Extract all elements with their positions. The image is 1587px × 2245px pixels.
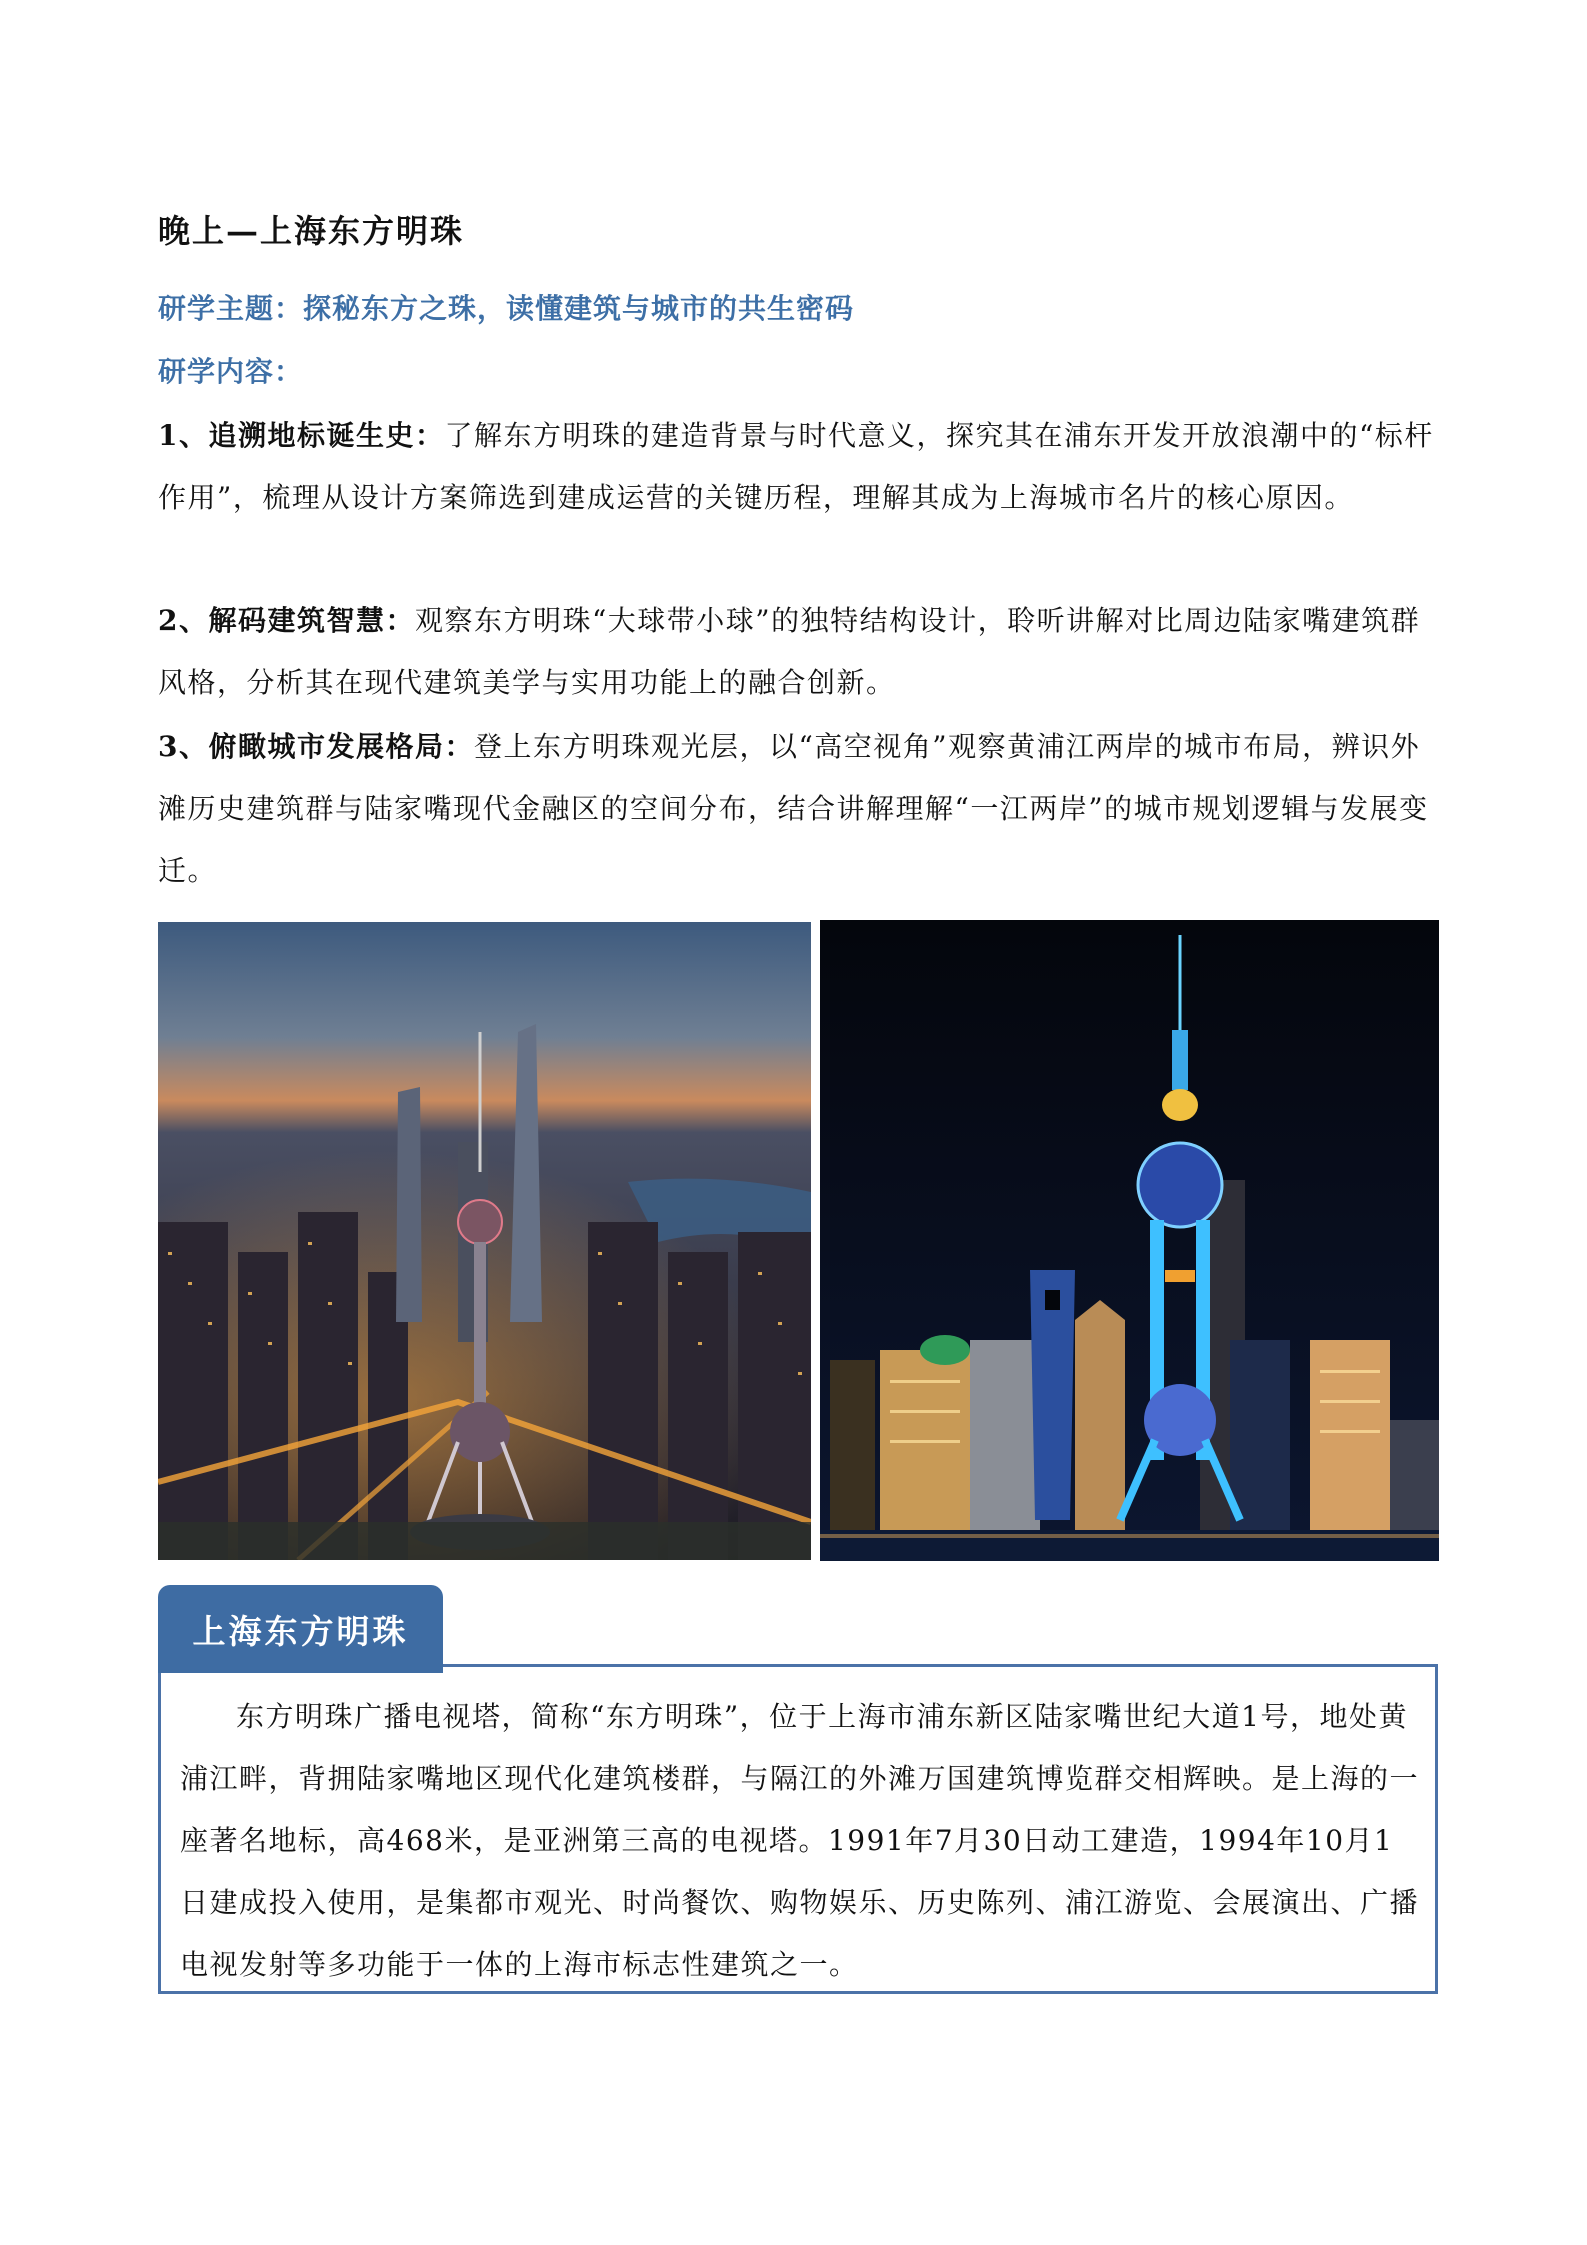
content-item-1 — [158, 405, 1448, 529]
info-box-tab: 上海东方明珠 — [158, 1585, 443, 1673]
photo-aerial-dusk — [158, 922, 811, 1560]
aerial-dusk-illustration — [158, 922, 811, 1560]
info-box-text: 东方明珠广播电视塔，简称“东方明珠”，位于上海市浦东新区陆家嘴世纪大道1号，地处黄浦江畔，背拥陆家嘴地区现代化建筑楼群，与隔江的外滩万国建筑博览群交相辉映。是上海的一座著名地标，高468米，是亚洲第三高的电视塔。1991年7月30日动工建造，1994年10月1日建成投入使用，是集都市观光、时尚餐饮、购物娱乐、历史陈列、浦江游览、会展演出、广播电视发射等多功能于一体的上海市标志性建筑之一。 — [180, 1700, 1420, 1981]
content-item-3 — [158, 716, 1448, 902]
content-item-2 — [158, 590, 1448, 714]
content-item-1-text: 了解东方明珠的建造背景与时代意义，探究其在浦东开发开放浪潮中的“标杆作用”，梳理从设计方案筛选到建成运营的关键历程，理解其成为上海城市名片的核心原因。 — [158, 419, 1434, 514]
study-theme: 研学主题：探秘东方之珠，读懂建筑与城市的共生密码 — [158, 292, 855, 325]
study-content-label: 研学内容： — [158, 355, 304, 388]
content-item-2-lead: 2、解码建筑智慧： — [158, 604, 415, 637]
night-tower-illustration — [820, 920, 1439, 1561]
photo-night-tower — [820, 920, 1439, 1561]
content-item-2-text: 观察东方明珠“大球带小球”的独特结构设计，聆听讲解对比周边陆家嘴建筑群风格，分析其在现代建筑美学与实用功能上的融合创新。 — [158, 604, 1421, 699]
content-item-3-lead: 3、俯瞰城市发展格局： — [158, 730, 474, 763]
content-item-3-text: 登上东方明珠观光层，以“高空视角”观察黄浦江两岸的城市布局，辨识外滩历史建筑群与陆家嘴现代金融区的空间分布，结合讲解理解“一江两岸”的城市规划逻辑与发展变迁。 — [158, 730, 1429, 887]
content-item-1-lead: 1、追溯地标诞生史： — [158, 419, 445, 452]
page-title: 晚上—上海东方明珠 — [158, 212, 465, 250]
